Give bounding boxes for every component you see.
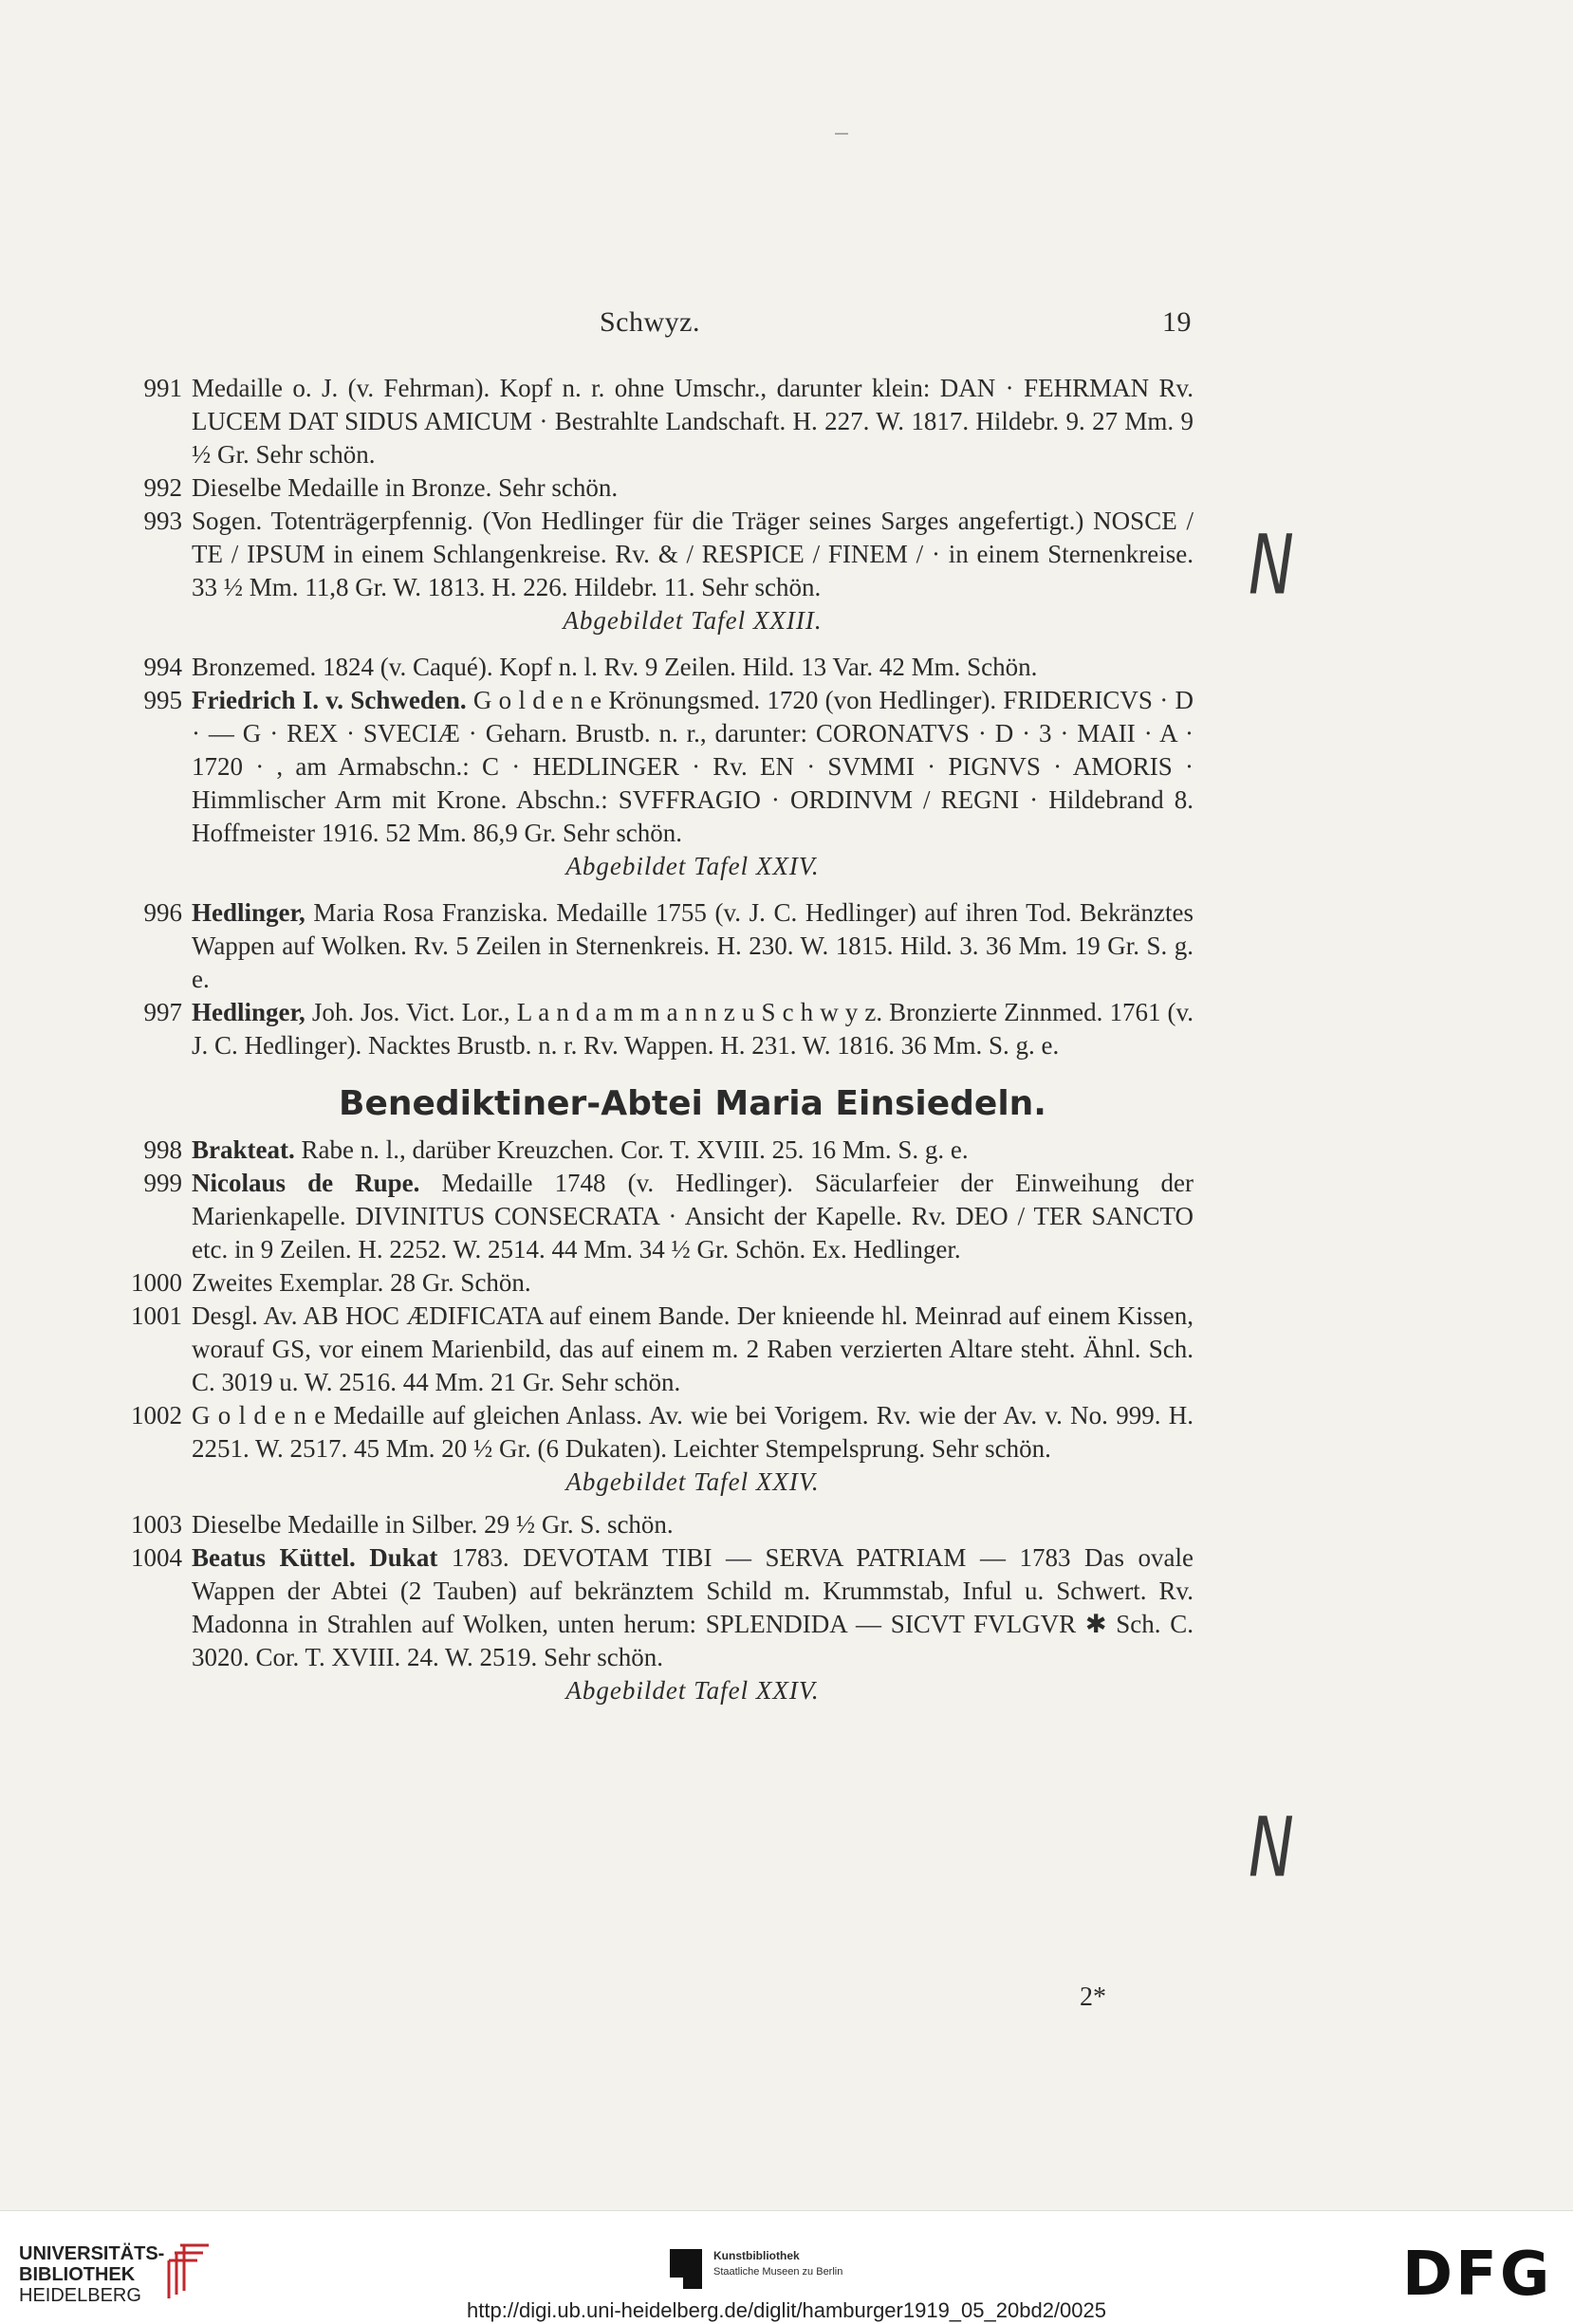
section-heading: Benediktiner-Abtei Maria Einsiedeln.: [339, 1084, 1046, 1123]
catalogue-entry: [112, 684, 1194, 850]
lot-number: 991: [143, 374, 182, 402]
lot-number: 1002: [131, 1401, 182, 1429]
catalogue-entry: [112, 1266, 1194, 1300]
catalogue-entry: [112, 1508, 1194, 1541]
page-number: 19: [1162, 306, 1192, 338]
lot-description: Dieselbe Medaille in Bronze. Sehr schön.: [192, 473, 619, 502]
lot-description: Bronzemed. 1824 (v. Caqué). Kopf n. l. Rv. 9 Zeilen. Hild. 13 Var. 42 Mm. Schön.: [192, 653, 1038, 681]
catalogue-entry: [112, 471, 1194, 505]
lot-description: G o l d e n e Medaille auf gleichen Anlass. Av. wie bei Vorigem. Rv. wie der Av. v. No. 999. H. 2251. W. 2517. 45 Mm. 20 ½ Gr. (6 Dukaten). Leichter Stempelsprung. Sehr schön.: [192, 1401, 1194, 1463]
catalogue-entry: [112, 1399, 1194, 1466]
lot-number: 998: [143, 1135, 182, 1164]
catalogue-entry: [112, 651, 1194, 684]
lot-number: 1003: [131, 1510, 182, 1539]
lot-description: Friedrich I. v. Schweden. G o l d e n e Krönungsmed. 1720 (von Hedlinger). FRIDERICVS · D · — G · REX · SVECIÆ · Geharn. Brustb. n. r., darunter: CORONATVS · D · 3 · MAII · A · 1720 · , am Armabschn.: C · HEDLINGER · Rv. EN · SVMMI · PIGNVS · AMORIS · Himmlischer Arm mit Krone. Abschn.: SVFFRAGIO · ORDINVM / REGNI · Hildebrand 8. Hoffmeister 1916. 52 Mm. 86,9 Gr. Sehr schön.: [192, 686, 1194, 847]
catalogue-entry: [112, 1134, 1194, 1167]
lot-description: Medaille o. J. (v. Fehrman). Kopf n. r. ohne Umschr., darunter klein: DAN · FEHRMAN Rv. LUCEM DAT SIDUS AMICUM · Bestrahlte Landschaft. H. 227. W. 1817. Hildebr. 9. 27 Mm. 9 ½ Gr. Sehr schön.: [192, 374, 1194, 469]
lot-number: 1001: [131, 1301, 182, 1330]
lot-description: Brakteat. Rabe n. l., darüber Kreuzchen. Cor. T. XVIII. 25. 16 Mm. S. g. e.: [192, 1135, 969, 1164]
lot-number: 996: [143, 898, 182, 927]
lot-description: Beatus Küttel. Dukat 1783. DEVOTAM TIBI — SERVA PATRIAM — 1783 Das ovale Wappen der Abtei (2 Tauben) auf bekränztem Schild m. Krummstab, Inful u. Schwert. Rv. Madonna in Strahlen auf Wolken, unten herum: SPLENDIDA — SICVT FVLGVR ✱ Sch. C. 3020. Cor. T. XVIII. 24. W. 2519. Sehr schön.: [192, 1543, 1194, 1671]
catalogue-entry: [112, 372, 1194, 471]
catalogue-content: [112, 372, 1194, 1707]
top-mark: [835, 133, 848, 135]
lot-number: 993: [143, 507, 182, 535]
lot-description: Desgl. Av. AB HOC ÆDIFICATA auf einem Bande. Der knieende hl. Meinrad auf einem Kissen, worauf GS, vor einem Marienbild, das auf einem m. 2 Raben verzierten Altare steht. Ähnl. Sch. C. 3019 u. W. 2516. 44 Mm. 21 Gr. Sehr schön.: [192, 1301, 1194, 1396]
catalogue-entry: [112, 1167, 1194, 1266]
handwritten-annotation: N: [1249, 519, 1294, 614]
kb-logo-mark-icon: [670, 2249, 702, 2289]
lot-description: Hedlinger, Maria Rosa Franziska. Medaille 1755 (v. J. C. Hedlinger) auf ihren Tod. Bekränztes Wappen auf Wolken. Rv. 5 Zeilen in Sternenkreis. H. 230. W. 1815. Hild. 3. 36 Mm. 19 Gr. S. g. e.: [192, 898, 1194, 993]
lot-description: Dieselbe Medaille in Silber. 29 ½ Gr. S. schön.: [192, 1510, 674, 1539]
ub-heidelberg-logo[interactable]: UNIVERSITÄTS- BIBLIOTHEK HEIDELBERG: [19, 2243, 165, 2306]
lot-description: Zweites Exemplar. 28 Gr. Schön.: [192, 1268, 531, 1297]
entry-group: [112, 372, 1194, 604]
page-header: [0, 306, 1573, 344]
entry-group: [112, 1134, 1194, 1466]
lot-number: 992: [143, 473, 182, 502]
plate-caption: Abgebildet Tafel XXIV.: [565, 1676, 820, 1705]
lot-number: 995: [143, 686, 182, 714]
lot-number: 1004: [131, 1543, 182, 1572]
lot-description: Nicolaus de Rupe. Medaille 1748 (v. Hedlinger). Säcularfeier der Einweihung der Marienkapelle. DIVINITUS CONSECRATA · Ansicht der Kapelle. Rv. DEO / TER SANCTO etc. in 9 Zeilen. H. 2252. W. 2514. 44 Mm. 34 ½ Gr. Schön. Ex. Hedlinger.: [192, 1169, 1194, 1263]
running-title: Schwyz.: [600, 306, 700, 338]
handwritten-annotation: N: [1249, 1801, 1294, 1896]
entry-group: [112, 1508, 1194, 1674]
catalogue-entry: [112, 1541, 1194, 1674]
catalogue-entry: [112, 505, 1194, 604]
lot-number: 997: [143, 998, 182, 1026]
catalogue-entry: [112, 896, 1194, 996]
plate-caption: Abgebildet Tafel XXIV.: [565, 1467, 820, 1496]
plate-caption: Abgebildet Tafel XXIII.: [563, 606, 823, 635]
signature-mark: 2*: [1080, 1983, 1106, 2012]
entry-group: [112, 651, 1194, 850]
permalink-url[interactable]: http://digi.ub.uni-heidelberg.de/diglit/hamburger1919_05_20bd2/0025: [467, 2298, 1106, 2322]
lot-description: Hedlinger, Joh. Jos. Vict. Lor., L a n d a m m a n n z u S c h w y z. Bronzierte Zinnmed. 1761 (v. J. C. Hedlinger). Nacktes Brustb. n. r. Rv. Wappen. H. 231. W. 1816. 36 Mm. S. g. e.: [192, 998, 1194, 1060]
dfg-logo[interactable]: DFG: [1402, 2240, 1553, 2310]
ub-logo-mark-icon: [161, 2240, 213, 2300]
catalogue-entry: [112, 1300, 1194, 1399]
plate-caption: Abgebildet Tafel XXIV.: [565, 852, 820, 880]
entry-group: [112, 896, 1194, 1062]
catalogue-entry: [112, 996, 1194, 1062]
lot-number: 994: [143, 653, 182, 681]
lot-description: Sogen. Totenträgerpfennig. (Von Hedlinger für die Träger seines Sarges angefertigt.) NOSCE / TE / IPSUM in einem Schlangenkreise. Rv. & / RESPICE / FINEM / · in einem Sternenkreise. 33 ½ Mm. 11,8 Gr. W. 1813. H. 226. Hildebr. 11. Sehr schön.: [192, 507, 1194, 601]
lot-number: 999: [143, 1169, 182, 1197]
lot-number: 1000: [131, 1268, 182, 1297]
viewer-footer: UNIVERSITÄTS- BIBLIOTHEK HEIDELBERG Kunstbibliothek Staatliche Museen zu Berlin DFG http://digi.ub.uni-heidelberg.de/diglit/hamburger1919_05_20bd2/0025: [0, 2210, 1573, 2324]
